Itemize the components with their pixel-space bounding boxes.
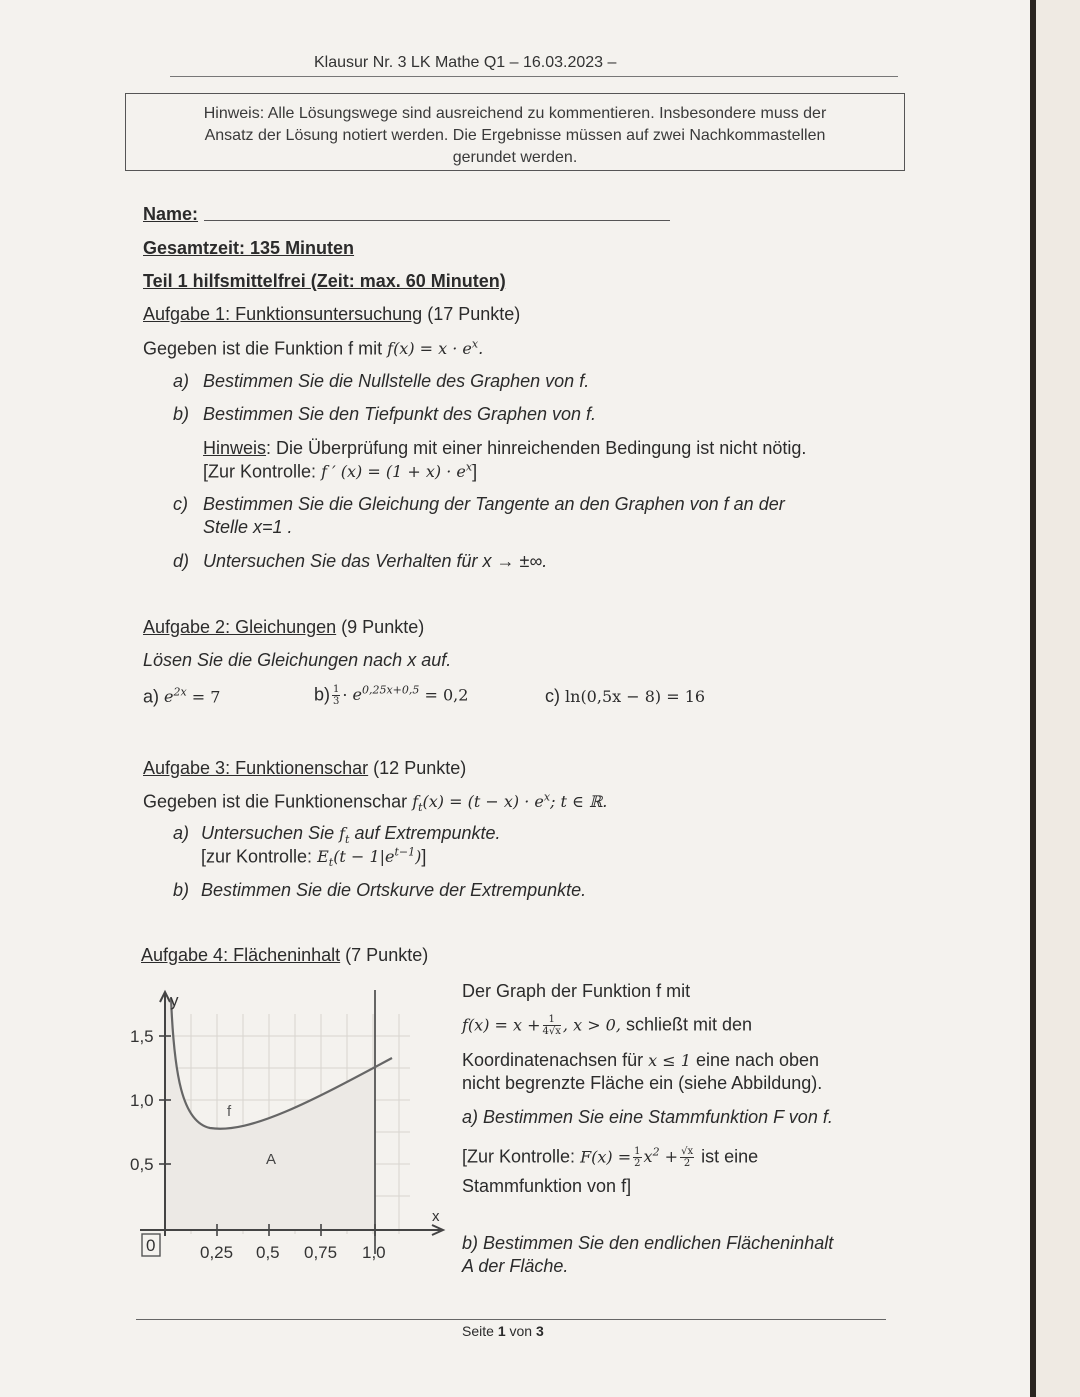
task1-title: Aufgabe 1: Funktionsuntersuchung xyxy=(143,304,423,324)
task2-b-fraction: $\frac{1}{3}$ xyxy=(333,684,340,708)
task2-a-eq: $e^{2x}$ xyxy=(164,686,187,707)
task1-b-text: Bestimmen Sie den Tiefpunkt des Graphen von f. xyxy=(203,404,597,424)
task4-control-2: Stammfunktion von f] xyxy=(462,1176,632,1196)
page-current: 1 xyxy=(497,1323,506,1339)
name-label: Name: xyxy=(143,204,199,224)
y-tick-label-0-5: 0,5 xyxy=(130,1155,154,1174)
task1-d xyxy=(173,551,547,572)
task3-family: $f_t(x) = (t - x) \cdot e^x$; t ∈ ℝ. xyxy=(412,791,608,815)
header-rule xyxy=(170,76,898,77)
area-a-fill xyxy=(165,998,375,1230)
task1-points: (17 Punkte) xyxy=(427,304,521,324)
task4-b-2: A der Fläche. xyxy=(462,1256,569,1276)
footer-rule xyxy=(136,1319,886,1320)
task1-b xyxy=(173,404,596,425)
task4-text-3-tail: eine nach oben xyxy=(695,1050,820,1070)
task3-a-text: Untersuchen Sie xyxy=(201,823,335,843)
task4-points: (7 Punkte) xyxy=(345,945,429,965)
task1-b-label: b) xyxy=(173,404,190,424)
name-label-text: Name xyxy=(143,204,193,224)
task1-function-text: f(x) = x · e xyxy=(387,339,472,359)
task4-text-2: f(x) = x + $\frac{1}{4√x}$ , x > 0, schließt mit den xyxy=(462,1014,753,1037)
task3-a: a) Untersuchen Sie $f_t$ auf Extrempunkte. xyxy=(173,823,501,847)
task3-b xyxy=(173,880,586,901)
exam-header: Klausur Nr. 3 LK Mathe Q1 – 16.03.2023 – xyxy=(314,54,617,71)
task1-a xyxy=(173,371,589,392)
task3-heading xyxy=(143,758,466,779)
task4-fraction: $\frac{1}{4√x}$ xyxy=(542,1014,561,1037)
task1-b-hint xyxy=(203,438,806,459)
task2-points: (9 Punkte) xyxy=(341,617,425,637)
page-total: 3 xyxy=(535,1323,544,1339)
curve-label: f xyxy=(227,1103,232,1120)
instructions-line-2: Ansatz der Lösung notiert werden. Die Ergebnisse müssen auf zwei Nachkommastellen xyxy=(204,127,826,144)
task1-c-cont: Stelle x=1 . xyxy=(203,517,293,537)
name-field-line xyxy=(204,220,670,221)
origin-label: 0 xyxy=(146,1236,156,1255)
area-graph xyxy=(120,984,455,1274)
task1-c-text-1: Bestimmen Sie die Gleichung der Tangente an den Graphen von f an der xyxy=(203,494,785,514)
task2-heading xyxy=(143,617,424,638)
task4-a: a) Bestimmen Sie eine Stammfunktion F von f. xyxy=(462,1107,833,1127)
background xyxy=(1036,0,1080,1397)
page-number xyxy=(462,1323,544,1339)
task2-c-eq: ln(0,5x − 8) = 16 xyxy=(565,687,706,706)
task1-derivative: f ′ $(x) = (1 + x) \cdot e^x$ xyxy=(321,461,473,482)
instructions-box xyxy=(125,93,905,171)
task3-a-label: a) xyxy=(173,823,190,843)
task1-d-label: d) xyxy=(173,551,190,571)
task3-b-text: Bestimmen Sie die Ortskurve der Extrempunkte. xyxy=(201,880,587,900)
task1-derivative-text: f ′ (x) = (1 + x) · e xyxy=(321,462,466,482)
task4-text-3-head: Koordinatenachsen für xyxy=(462,1050,644,1070)
task1-intro-text: Gegeben ist die Funktion f mit xyxy=(143,338,383,359)
task2-a-rhs: = 7 xyxy=(186,687,221,707)
task4-text-2-tail: schließt mit den xyxy=(625,1014,753,1035)
task4-heading xyxy=(141,945,428,966)
y-tick-label-1-5: 1,5 xyxy=(130,1027,154,1046)
task1-b-control-label: [Zur Kontrolle: xyxy=(203,461,317,482)
total-time: Gesamtzeit: 135 Minuten xyxy=(143,238,355,258)
task1-intro xyxy=(143,338,483,359)
task1-b-control: [Zur Kontrolle: f ′ $(x) = (1 + x) \cdot e^x$] xyxy=(203,461,478,482)
instructions-line-1: Hinweis: Alle Lösungswege sind ausreichend zu kommentieren. Insbesondere muss der xyxy=(203,105,827,122)
task4-control-label: [Zur Kontrolle: xyxy=(462,1146,576,1167)
task4-function: f(x) = x + xyxy=(462,1015,541,1035)
task1-function: $f(x) = x \cdot e^x$. xyxy=(387,338,484,359)
task1-c xyxy=(173,494,785,515)
task1-b-hint-text: : Die Überprüfung mit einer hinreichenden Bedingung ist nicht nötig. xyxy=(266,438,807,458)
task1-a-text: Bestimmen Sie die Nullstelle des Graphen von f. xyxy=(203,371,590,391)
task1-a-label: a) xyxy=(173,371,190,391)
task2-c xyxy=(545,686,705,707)
task2-b-rhs: = 0,2 xyxy=(419,685,469,705)
task3-b-label: b) xyxy=(173,880,190,900)
y-tick-label-1-0: 1,0 xyxy=(130,1091,154,1110)
x-tick-label-0-5: 0,5 xyxy=(256,1243,280,1262)
page-mid: von xyxy=(505,1323,536,1339)
part1-heading: Teil 1 hilfsmittelfrei (Zeit: max. 60 Minuten) xyxy=(143,271,506,291)
task1-d-text: Untersuchen Sie das Verhalten für x → ±∞. xyxy=(203,551,548,571)
task2-b-label: b) xyxy=(314,684,331,705)
x-tick-label-1-0: 1,0 xyxy=(362,1243,386,1262)
task3-a-control-label: [zur Kontrolle: xyxy=(201,846,313,867)
task2-b: b) $\frac{1}{3}$ · $e^{0,25x+0,5} = 0,2$ xyxy=(314,684,469,708)
task2-a xyxy=(143,686,220,707)
task4-text-3: Koordinatenachsen für x ≤ 1 eine nach oben xyxy=(462,1050,820,1070)
task3-title: Aufgabe 3: Funktionenschar xyxy=(143,758,369,778)
task2-intro: Lösen Sie die Gleichungen nach x auf. xyxy=(143,650,452,670)
task1-heading xyxy=(143,304,520,325)
task4-title: Aufgabe 4: Flächeninhalt xyxy=(141,945,341,965)
task3-a-control: [zur Kontrolle: $E_t(t - 1|e^{t-1})$] xyxy=(201,846,427,870)
instructions-line-3: gerundet werden. xyxy=(452,149,578,166)
x-tick-label-0-75: 0,75 xyxy=(304,1243,338,1262)
task4-control-tail: ist eine xyxy=(701,1146,759,1167)
x-axis-label: x xyxy=(432,1208,440,1225)
task2-a-label: a) xyxy=(143,686,160,707)
task2-c-label: c) xyxy=(545,686,560,706)
task4-text-4: nicht begrenzte Fläche ein (siehe Abbildung). xyxy=(462,1073,823,1093)
task1-c-label: c) xyxy=(173,494,188,514)
task3-a-text-2: auf Extrempunkte. xyxy=(354,823,501,843)
task4-control: [Zur Kontrolle: F(x) = $\frac{1}{2}$ $x^2$ + $\frac{√x}{2}$ ist eine xyxy=(462,1146,759,1170)
task4-b-1: b) Bestimmen Sie den endlichen Flächeninhalt xyxy=(462,1233,834,1253)
task3-intro xyxy=(143,791,607,815)
task3-points: (12 Punkte) xyxy=(373,758,467,778)
task2-title: Aufgabe 2: Gleichungen xyxy=(143,617,337,637)
task2-b-eq: $e^{0,25x+0,5}$ xyxy=(352,684,420,705)
area-label: A xyxy=(266,1151,277,1168)
task3-extremum: $E_t(t - 1|e^{t-1})$ xyxy=(317,846,422,870)
y-axis-label: y xyxy=(170,991,179,1010)
task3-intro-text: Gegeben ist die Funktionenschar xyxy=(143,791,408,812)
task1-b-hint-label: Hinweis xyxy=(203,438,267,458)
page-prefix: Seite xyxy=(462,1323,498,1339)
task4-text-1: Der Graph der Funktion f mit xyxy=(462,981,691,1001)
x-tick-label-0-25: 0,25 xyxy=(200,1243,234,1262)
